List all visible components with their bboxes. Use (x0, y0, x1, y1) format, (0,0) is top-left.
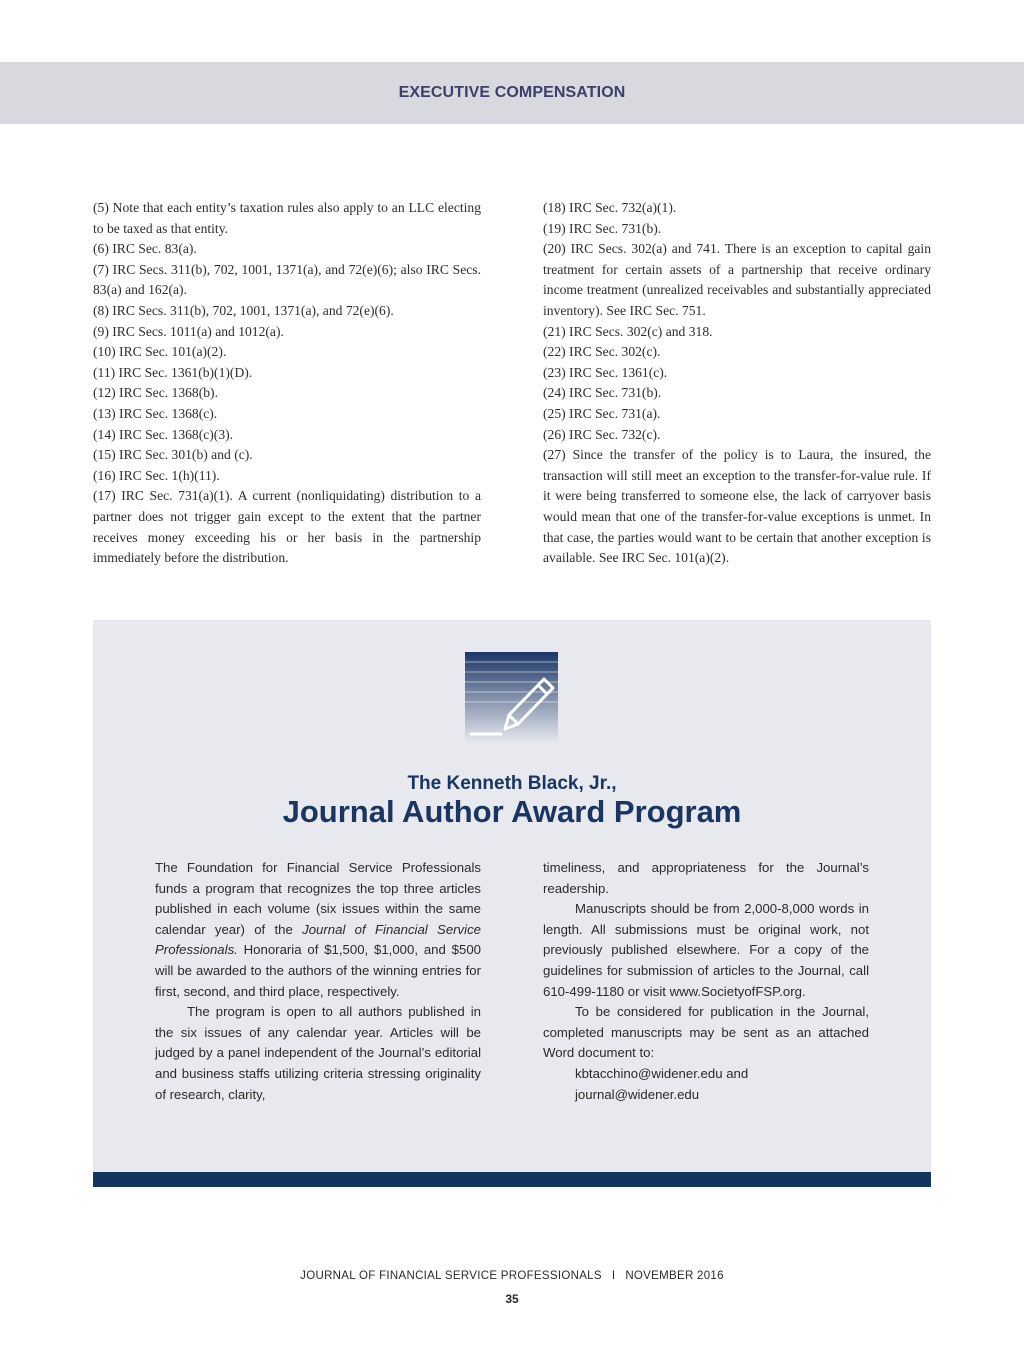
endnote: (11) IRC Sec. 1361(b)(1)(D). (93, 364, 253, 380)
endnote: (18) IRC Sec. 732(a)(1). (543, 200, 677, 215)
footer-separator: I (611, 1270, 616, 1282)
section-title: EXECUTIVE COMPENSATION (398, 84, 626, 101)
endnote: (14) IRC Sec. 1368(c)(3). (93, 426, 234, 442)
endnote: (25) IRC Sec. 731(a). (543, 405, 661, 421)
endnote: (24) IRC Sec. 731(b). (543, 385, 662, 401)
endnote: (8) IRC Secs. 311(b), 702, 1001, 1371(a), and 72(e)(6). (93, 302, 394, 318)
award-text: The Foundation for Financial Service Professionals funds a program that recognizes the top three articles published in each volume (six issues within the same calendar year) of the (155, 860, 481, 937)
endnote: (22) IRC Sec. 302(c). (543, 344, 661, 360)
endnote: (15) IRC Sec. 301(b) and (c). (93, 447, 253, 463)
page-footer (0, 1270, 1024, 1282)
endnote: (16) IRC Sec. 1(h)(11). (93, 467, 220, 483)
endnotes-left-column (93, 198, 481, 569)
endnote: (7) IRC Secs. 311(b), 702, 1001, 1371(a), and 72(e)(6); also IRC Secs. 83(a) and 162(a). (93, 261, 481, 298)
award-text-right-column (543, 858, 869, 1105)
endnote: (6) IRC Sec. 83(a). (93, 241, 197, 257)
email-address: journal@widener.edu (575, 1086, 700, 1102)
endnote: (5) Note that each entity’s taxation rules also apply to an LLC electing to be taxed as that entity. (93, 200, 481, 236)
endnote: (13) IRC Sec. 1368(c). (93, 405, 218, 421)
endnote: (12) IRC Sec. 1368(b). (93, 385, 218, 401)
award-text: Honoraria of $1,500, $1,000, and $500 will be awarded to the authors of the winning entries for first, second, and third place, respectively. (155, 942, 481, 999)
email-address: kbtacchino@widener.edu and (575, 1065, 749, 1081)
endnote: (26) IRC Sec. 732(c). (543, 426, 661, 442)
endnote: (21) IRC Secs. 302(c) and 318. (543, 323, 713, 339)
endnote: (23) IRC Sec. 1361(c). (543, 364, 668, 380)
award-paragraph: To be considered for publication in the Journal, completed manuscripts may be sent as an attached Word document to: (543, 1004, 869, 1061)
page-number: 35 (505, 1292, 519, 1306)
award-text-left-column (155, 858, 481, 1105)
award-title: Journal Author Award Program (282, 794, 742, 829)
endnote: (19) IRC Sec. 731(b). (543, 220, 662, 236)
award-paragraph (155, 858, 481, 1002)
pen-icon (465, 652, 558, 744)
award-subtitle: The Kenneth Black, Jr., (407, 773, 617, 794)
endnote: (20) IRC Secs. 302(a) and 741. There is an exception to capital gain treatment for certain assets of a partnership that receive ordinary income treatment (unrealized receivables and substantially appreciated inventory). See IRC Sec. 751. (543, 241, 931, 318)
award-paragraph: The program is open to all authors published in the six issues of any calendar year. Articles will be judged by a panel independent of the Journal’s editorial and business staffs utilizing criteria stressing originality of research, clarity, (155, 1004, 481, 1102)
endnotes-right-column (543, 198, 931, 569)
endnote: (10) IRC Sec. 101(a)(2). (93, 344, 227, 360)
journal-name: Journal of Financial Service Professionals. (155, 921, 481, 958)
issue-date: NOVEMBER 2016 (625, 1270, 724, 1282)
award-box-bottom-bar (93, 1172, 931, 1187)
endnote: (17) IRC Sec. 731(a)(1). A current (nonliquidating) distribution to a partner does not trigger gain except to the extent that the partner receives money exceeding his or her basis in the partnership immediately before the distribution. (93, 488, 481, 566)
endnote: (27) Since the transfer of the policy is to Laura, the insured, the transaction will still meet an exception to the transfer-for-value rule. If it were being transferred to someone else, the lack of carryover basis would mean that one of the transfer-for-value exceptions is unmet. In that case, the parties would want to be certain that another exception is available. See IRC Sec. 101(a)(2). (543, 447, 931, 566)
endnote: (9) IRC Secs. 1011(a) and 1012(a). (93, 323, 284, 339)
award-paragraph: timeliness, and appropriateness for the Journal’s readership. (543, 860, 869, 896)
journal-title: JOURNAL OF FINANCIAL SERVICE PROFESSIONALS (300, 1270, 602, 1282)
award-paragraph: Manuscripts should be from 2,000-8,000 words in length. All submissions must be original work, not previously published elsewhere. For a copy of the guidelines for submission of articles to the Journal, call 610-499-1180 or visit www.SocietyofFSP.org. (543, 901, 869, 999)
